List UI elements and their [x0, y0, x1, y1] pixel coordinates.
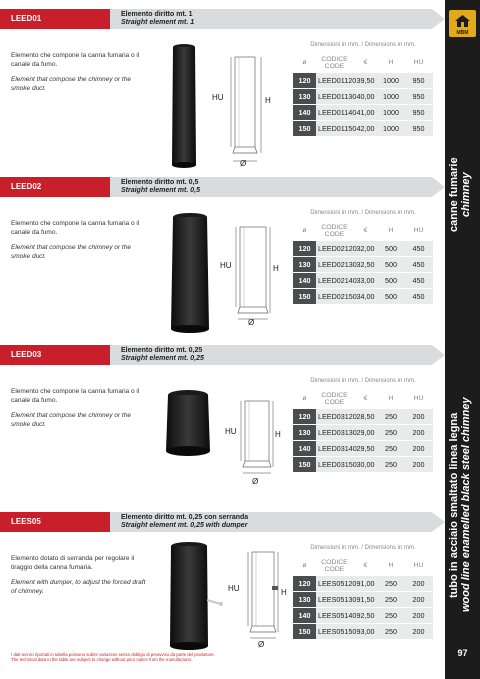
dim-label-dia: Ø	[258, 640, 265, 649]
product-table	[293, 73, 433, 137]
product-section-lees05	[0, 512, 445, 652]
table-row: 140 LEED02140 33,00 500 450	[293, 273, 433, 288]
dim-label-hu: HU	[225, 427, 237, 436]
dimensions-caption: Dimensioni in mm. / Dimensions in mm.	[310, 378, 416, 384]
table-header: ø CODICE CODE € H HU	[302, 223, 424, 238]
product-table	[293, 576, 433, 640]
table-row: 130 LEES05130 91,50 250 200	[293, 592, 433, 607]
pipe-diagram	[210, 53, 280, 183]
table-row: 120 LEES05120 91,00 250 200	[293, 576, 433, 591]
table-row: 140 LEED03140 29,50 250 200	[293, 441, 433, 456]
product-title: Elemento diritto mt. 0,25 con serranda Straight element mt. 0,25 with dumper	[121, 514, 249, 529]
pipe-diagram	[223, 397, 293, 497]
product-description: Elemento che compone la canna fumaria o il canale da fumo. Element that compose the chimney or the smoke duct.	[11, 52, 140, 92]
page-number: 97	[457, 648, 468, 658]
pipe-photo	[165, 542, 227, 650]
side-label-chimney: canne fumarie chimney	[448, 157, 472, 233]
product-title: Elemento diritto mt. 0,25 Straight element mt. 0,25	[121, 347, 204, 362]
product-description: Elemento che compone la canna fumaria o il canale da fumo. Element that compose the chimney or the smoke duct.	[11, 388, 140, 428]
pipe-photo	[162, 389, 214, 459]
pipe-photo	[165, 213, 215, 333]
table-row: 140 LEED01140 41,00 1000 950	[293, 105, 433, 120]
dim-label-h: H	[273, 264, 279, 273]
pipe-diagram	[218, 223, 288, 338]
product-title: Elemento diritto mt. 0,5 Straight element mt. 0,5	[121, 179, 200, 194]
product-code-label: LEES05	[0, 512, 110, 532]
product-code-label: LEED03	[0, 345, 110, 365]
table-row: 130 LEED02130 32,50 500 450	[293, 257, 433, 272]
product-section-leed01	[0, 9, 445, 174]
table-row: 120 LEED03120 28,50 250 200	[293, 409, 433, 424]
table-row: 150 LEES05150 93,00 250 200	[293, 624, 433, 639]
product-table	[293, 241, 433, 305]
pipe-diagram	[228, 548, 302, 653]
side-label-product-line: tubo in acciaio smaltato linea legna wood line enamelled black steel chimney	[448, 397, 472, 613]
dim-label-h: H	[281, 588, 287, 597]
dim-label-dia: Ø	[252, 477, 259, 486]
pipe-photo	[166, 43, 202, 168]
brand-logo	[449, 10, 476, 37]
product-title: Elemento diritto mt. 1 Straight element mt. 1	[121, 11, 195, 26]
product-table	[293, 409, 433, 473]
dimensions-caption: Dimensioni in mm. / Dimensions in mm.	[310, 42, 416, 48]
dimensions-caption: Dimensioni in mm. / Dimensions in mm.	[310, 545, 416, 551]
footer-disclaimer: I dati tecnici riportati in tabella possono subire variazioni senza obbligo di preavviso da parte del produttore. The technical data in the table are subject to change without prior notice from the manufacturer.	[11, 652, 215, 662]
table-row: 150 LEED01150 42,00 1000 950	[293, 121, 433, 136]
dimensions-caption: Dimensioni in mm. / Dimensions in mm.	[310, 210, 416, 216]
table-row: 150 LEED03150 30,00 250 200	[293, 457, 433, 472]
product-code-label: LEED02	[0, 177, 110, 197]
table-row: 150 LEED02150 34,00 500 450	[293, 289, 433, 304]
dim-label-dia: Ø	[240, 159, 247, 168]
table-header: ø CODICE CODE € H HU	[302, 391, 424, 406]
table-row: 130 LEED03130 29,00 250 200	[293, 425, 433, 440]
house-icon	[454, 14, 471, 28]
table-row: 130 LEED01130 40,00 1000 950	[293, 89, 433, 104]
dim-label-hu: HU	[228, 584, 240, 593]
product-description: Elemento dotato di serranda per regolare il tiraggio della canna fumaria. Element with dumper, to adjust the forced draft of chimney.	[11, 555, 146, 595]
logo-text: MBM	[456, 30, 469, 36]
table-row: 120 LEED01120 39,50 1000 950	[293, 73, 433, 88]
dim-label-hu: HU	[220, 261, 232, 270]
product-description: Elemento che compone la canna fumaria o il canale da fumo. Element that compose the chimney or the smoke duct.	[11, 220, 140, 260]
product-section-leed03	[0, 345, 445, 505]
dim-label-hu: HU	[212, 93, 224, 102]
dim-label-h: H	[265, 96, 271, 105]
dim-label-h: H	[275, 430, 281, 439]
table-row: 140 LEES05140 92,50 250 200	[293, 608, 433, 623]
table-header: ø CODICE CODE € H HU	[302, 55, 424, 70]
table-row: 120 LEED02120 32,00 500 450	[293, 241, 433, 256]
table-header: ø CODICE CODE € H HU	[302, 558, 424, 573]
product-section-leed02	[0, 177, 445, 342]
dim-label-dia: Ø	[248, 318, 255, 327]
product-code-label: LEED01	[0, 9, 110, 29]
